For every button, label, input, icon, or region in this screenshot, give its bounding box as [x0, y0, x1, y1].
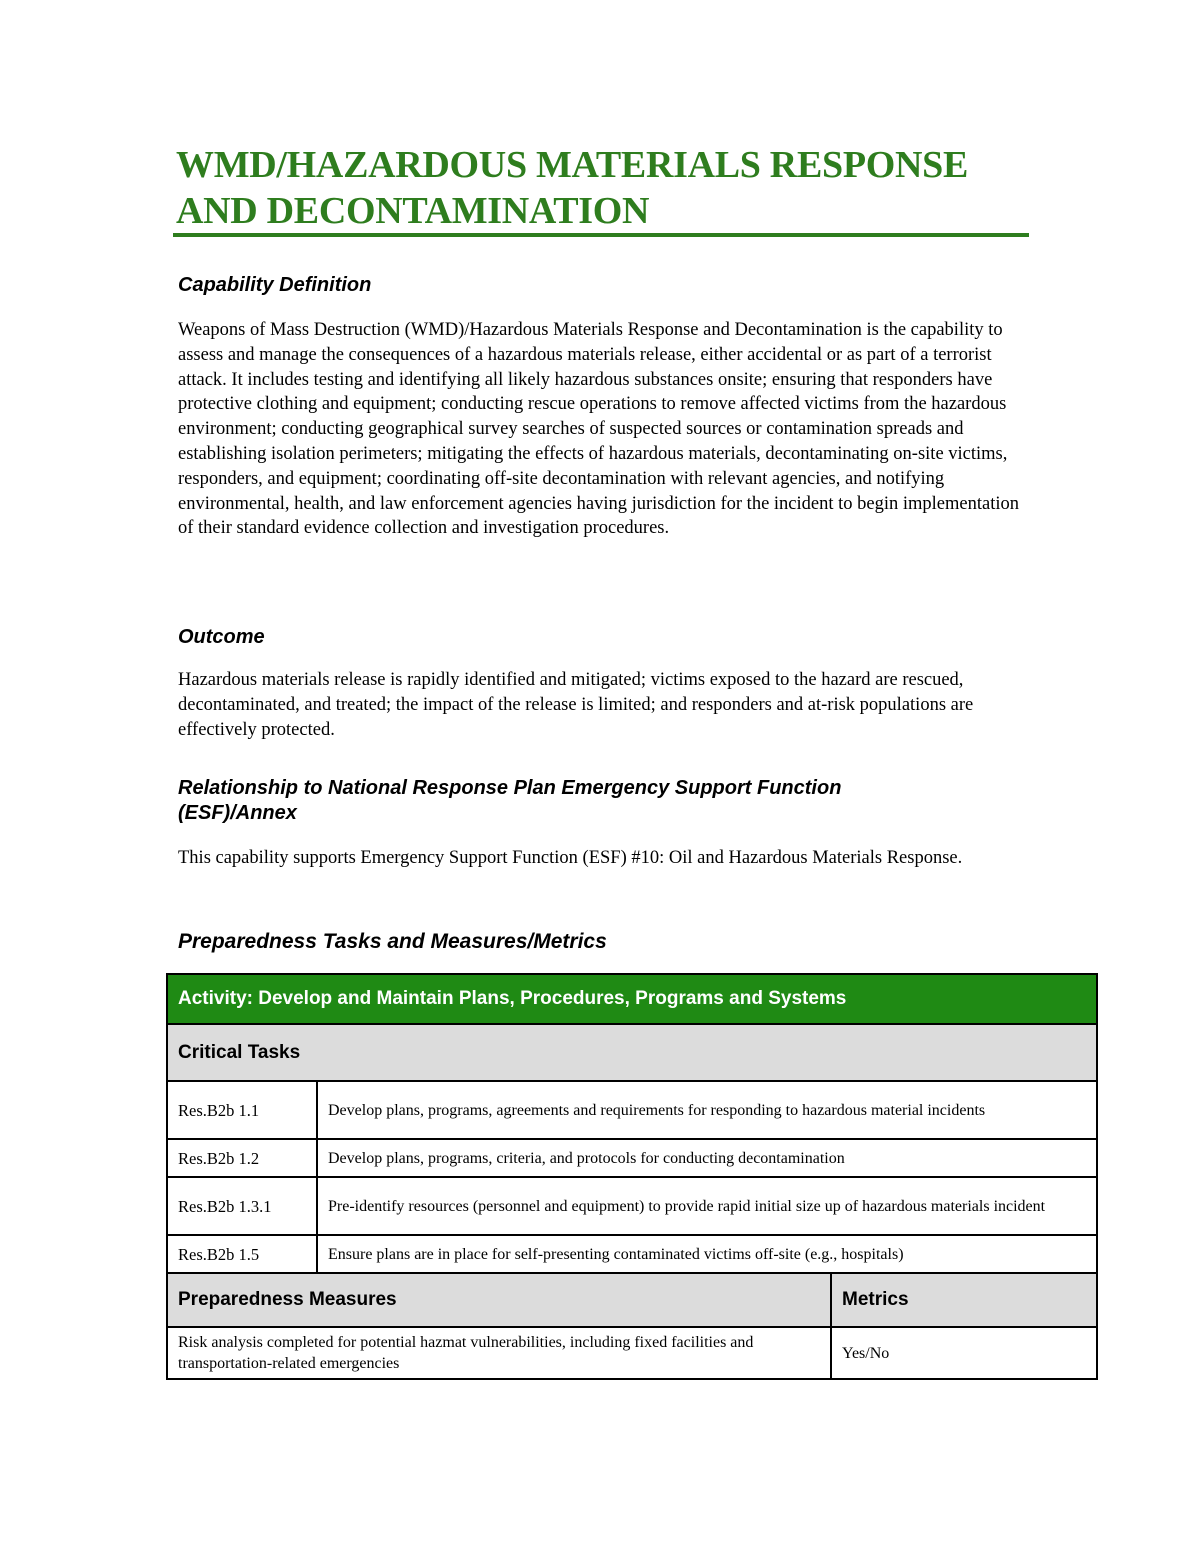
critical-tasks-label: Critical Tasks: [167, 1024, 1097, 1081]
relationship-heading: [178, 776, 841, 826]
relationship-text: This capability supports Emergency Support Function (ESF) #10: Oil and Hazardous Materials Response.: [178, 848, 963, 868]
table-row: [167, 1327, 1097, 1379]
measure-description: Risk analysis completed for potential hazmat vulnerabilities, including fixed facilities and transportation-related emergencies: [167, 1327, 831, 1379]
preparedness-table: [166, 973, 1098, 1380]
metrics-label: Metrics: [831, 1273, 1097, 1327]
table-row: [167, 1081, 1097, 1139]
preparedness-measures-label: Preparedness Measures: [167, 1273, 831, 1327]
title-divider: [173, 233, 1029, 237]
outcome-text: Hazardous materials release is rapidly identified and mitigated; victims exposed to the hazard are rescued, decontaminated, and treated; the impact of the release is limited; and responders and at-risk populations are effectively protected.: [178, 670, 974, 740]
task-code: Res.B2b 1.3.1: [167, 1177, 317, 1235]
measures-header-row: [167, 1273, 1097, 1327]
page-title-line-2: AND DECONTAMINATION: [176, 190, 650, 232]
table-row: [167, 1139, 1097, 1177]
activity-title: Activity: Develop and Maintain Plans, Procedures, Programs and Systems: [167, 974, 1097, 1024]
task-code: Res.B2b 1.2: [167, 1139, 317, 1177]
outcome-heading: Outcome: [178, 626, 265, 648]
relationship-heading-line-2: (ESF)/Annex: [178, 802, 297, 824]
task-description: Pre-identify resources (personnel and equipment) to provide rapid initial size up of hazardous materials incident: [317, 1177, 1097, 1235]
task-description: Develop plans, programs, agreements and requirements for responding to hazardous material incidents: [317, 1081, 1097, 1139]
capability-definition-heading: Capability Definition: [178, 274, 372, 296]
capability-definition-text: Weapons of Mass Destruction (WMD)/Hazardous Materials Response and Decontamination is the capability to assess and manage the consequences of a hazardous materials release, either accidental or as part of a terrorist attack. It includes testing and identifying all likely hazardous substances onsite; ensuring that responders have protective clothing and equipment; conducting rescue operations to remove affected victims from the hazardous environment; conducting geographical survey searches of suspected sources or contamination spreads and establishing isolation perimeters; mitigating the effects of hazardous materials, decontaminating on-site victims, responders, and equipment; coordinating off-site decontamination with relevant agencies, and notifying environmental, health, and law enforcement agencies having jurisdiction for the incident to begin implementation of their standard evidence collection and investigation procedures.: [178, 320, 1019, 539]
task-description: Ensure plans are in place for self-presenting contaminated victims off-site (e.g., hospitals): [317, 1235, 1097, 1273]
preparedness-heading: Preparedness Tasks and Measures/Metrics: [178, 930, 607, 953]
relationship-heading-line-1: Relationship to National Response Plan Emergency Support Function: [178, 777, 842, 799]
task-code: Res.B2b 1.5: [167, 1235, 317, 1273]
table-row: [167, 1235, 1097, 1273]
task-code: Res.B2b 1.1: [167, 1081, 317, 1139]
activity-row: [167, 974, 1097, 1024]
critical-tasks-header-row: [167, 1024, 1097, 1081]
page-title-line-1: WMD/HAZARDOUS MATERIALS RESPONSE: [176, 144, 969, 186]
page-title: [176, 142, 1036, 234]
task-description: Develop plans, programs, criteria, and protocols for conducting decontamination: [317, 1139, 1097, 1177]
measure-metric: Yes/No: [831, 1327, 1097, 1379]
table-row: [167, 1177, 1097, 1235]
